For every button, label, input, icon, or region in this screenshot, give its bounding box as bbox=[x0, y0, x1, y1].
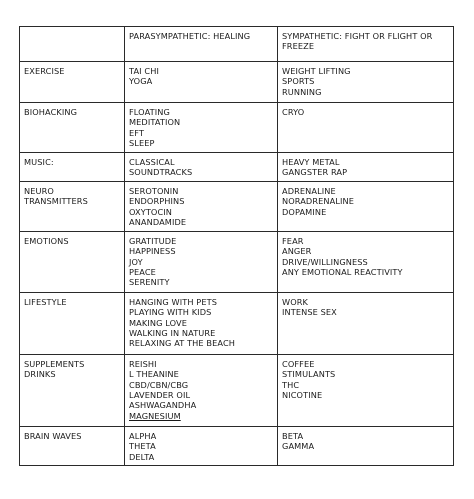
list-item: LAVENDER OIL bbox=[129, 390, 191, 401]
list-item: NORADRENALINE bbox=[282, 196, 354, 207]
list-item: NICOTINE bbox=[282, 390, 323, 401]
list-item: L THEANINE bbox=[129, 369, 179, 380]
category-cell: EXERCISE bbox=[20, 62, 125, 103]
table-row bbox=[20, 292, 454, 354]
list-item: ENDORPHINS bbox=[129, 196, 185, 207]
parasympathetic-cell bbox=[125, 354, 278, 426]
list-item: THC bbox=[282, 379, 300, 390]
list-item: DRIVE/WILLINGNESS bbox=[282, 256, 368, 267]
list-item: SPORTS bbox=[282, 76, 315, 87]
parasympathetic-cell bbox=[125, 426, 278, 465]
list-item: ANY EMOTIONAL REACTIVITY bbox=[282, 267, 403, 278]
list-item: COFFEE bbox=[282, 358, 315, 369]
sympathetic-cell bbox=[278, 103, 454, 153]
list-item: THETA bbox=[129, 441, 156, 452]
list-item: JOY bbox=[129, 256, 143, 267]
list-item: GANGSTER RAP bbox=[282, 167, 348, 178]
list-item: ASHWAGANDHA bbox=[129, 400, 197, 411]
list-item: WORK bbox=[282, 296, 308, 307]
list-item: STIMULANTS bbox=[282, 369, 336, 380]
parasympathetic-cell bbox=[125, 62, 278, 103]
list-item: HAPPINESS bbox=[129, 246, 176, 257]
category-cell: MUSIC: bbox=[20, 153, 125, 182]
list-item: INTENSE SEX bbox=[282, 307, 337, 318]
list-item: GRATITUDE bbox=[129, 235, 177, 246]
category-label: DRINKS bbox=[24, 369, 56, 380]
list-item: PEACE bbox=[129, 267, 156, 278]
category-cell: BIOHACKING bbox=[20, 103, 125, 153]
list-item: DOPAMINE bbox=[282, 206, 327, 217]
list-item: SERENITY bbox=[129, 277, 170, 288]
list-item: CBD/CBN/CBG bbox=[129, 379, 189, 390]
category-cell: EMOTIONS bbox=[20, 231, 125, 292]
list-item: FLOATING bbox=[129, 107, 170, 117]
category-label: SUPPLEMENTS bbox=[24, 358, 85, 369]
list-item: EFT bbox=[129, 127, 145, 138]
parasympathetic-cell bbox=[125, 181, 278, 231]
table-row bbox=[20, 62, 454, 103]
list-item: WEIGHT LIFTING bbox=[282, 66, 351, 76]
list-item: ANGER bbox=[282, 246, 312, 257]
list-item: MAGNESIUM bbox=[129, 410, 181, 421]
table-row bbox=[20, 354, 454, 426]
list-item: BETA bbox=[282, 430, 304, 441]
comparison-table bbox=[19, 26, 454, 466]
parasympathetic-cell bbox=[125, 231, 278, 292]
list-item: SLEEP bbox=[129, 138, 155, 149]
table-row bbox=[20, 181, 454, 231]
list-item: RELAXING AT THE BEACH bbox=[129, 338, 236, 349]
list-item: ANANDAMIDE bbox=[129, 217, 187, 228]
table-header-row bbox=[20, 27, 454, 62]
table-row bbox=[20, 231, 454, 292]
list-item: HEAVY METAL bbox=[282, 157, 340, 167]
parasympathetic-cell bbox=[125, 292, 278, 354]
table-row bbox=[20, 426, 454, 465]
category-cell: BRAIN WAVES bbox=[20, 426, 125, 465]
list-item: GAMMA bbox=[282, 441, 315, 452]
list-item: RUNNING bbox=[282, 86, 322, 97]
sympathetic-cell bbox=[278, 153, 454, 182]
list-item: CRYO bbox=[282, 107, 305, 117]
list-item: REISHI bbox=[129, 358, 157, 369]
sympathetic-cell bbox=[278, 62, 454, 103]
list-item: WALKING IN NATURE bbox=[129, 328, 216, 339]
list-item: SOUNDTRACKS bbox=[129, 167, 193, 178]
category-cell bbox=[20, 354, 125, 426]
header-cell-category bbox=[20, 27, 125, 62]
list-item: PLAYING WITH KIDS bbox=[129, 307, 212, 318]
sympathetic-cell bbox=[278, 426, 454, 465]
list-item: SEROTONIN bbox=[129, 185, 179, 196]
sympathetic-cell bbox=[278, 292, 454, 354]
parasympathetic-cell bbox=[125, 153, 278, 182]
list-item: CLASSICAL bbox=[129, 157, 175, 167]
header-cell-parasympathetic: PARASYMPATHETIC: HEALING bbox=[125, 27, 278, 62]
list-item: HANGING WITH PETS bbox=[129, 296, 217, 307]
category-cell: LIFESTYLE bbox=[20, 292, 125, 354]
sympathetic-cell bbox=[278, 231, 454, 292]
list-item: FEAR bbox=[282, 235, 304, 246]
table-row bbox=[20, 103, 454, 153]
sympathetic-cell bbox=[278, 354, 454, 426]
header-cell-sympathetic: SYMPATHETIC: FIGHT OR FLIGHT OR FREEZE bbox=[278, 27, 454, 62]
list-item: YOGA bbox=[129, 76, 153, 87]
list-item: OXYTOCIN bbox=[129, 206, 173, 217]
list-item: MAKING LOVE bbox=[129, 317, 187, 328]
list-item: MEDITATION bbox=[129, 117, 181, 128]
sympathetic-cell bbox=[278, 181, 454, 231]
category-cell: NEURO TRANSMITTERS bbox=[20, 181, 125, 231]
list-item: TAI CHI bbox=[129, 66, 159, 76]
list-item: DELTA bbox=[129, 451, 155, 462]
list-item: ALPHA bbox=[129, 430, 157, 441]
parasympathetic-cell bbox=[125, 103, 278, 153]
list-item: ADRENALINE bbox=[282, 185, 336, 196]
table-row bbox=[20, 153, 454, 182]
